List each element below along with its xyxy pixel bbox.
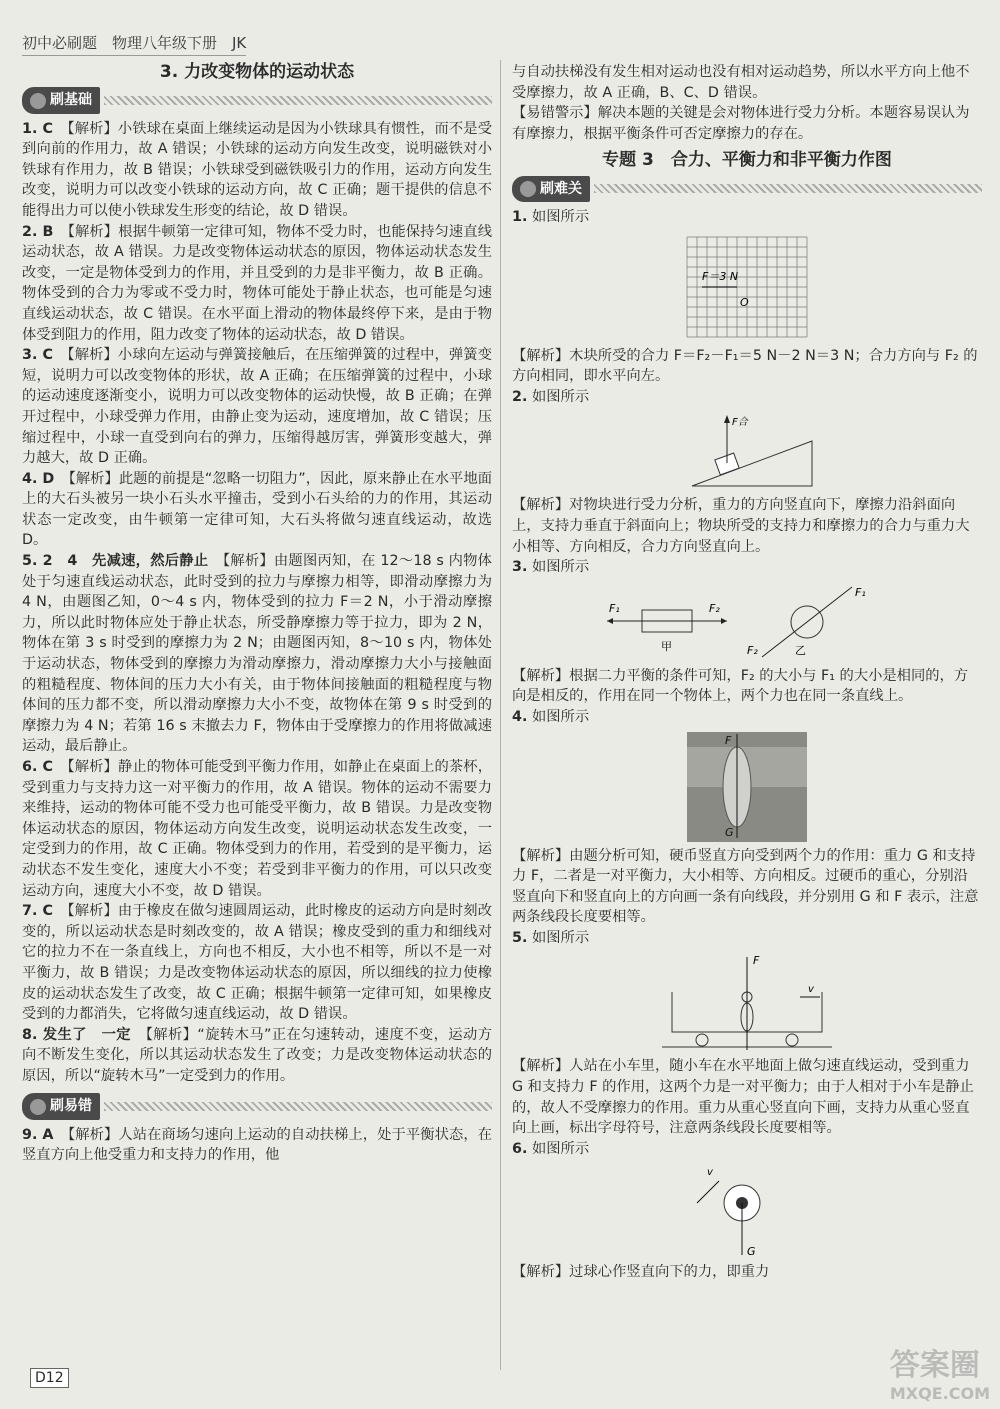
special-title: 专题 3 合力、平衡力和非平衡力作图 xyxy=(602,150,892,171)
svg-text:v: v xyxy=(808,984,814,996)
answer-item: 6. 如图所示 v G 【解析】过球心作竖直向下的力，即重力 xyxy=(512,1139,982,1283)
banner-error: 刷易错 xyxy=(22,1093,492,1121)
svg-text:F合: F合 xyxy=(732,417,748,429)
answer-item: 1. 如图所示 F＝3 N O 【解析】木块所受的合力 F＝F₂－F₁＝5 N－2 N＝3 N；合力方向与 F₂ 的方向相同，即水平向左。 xyxy=(512,208,978,385)
banner-basic: 刷基础 xyxy=(22,87,492,115)
answer-list xyxy=(22,119,492,1087)
svg-text:F₂: F₂ xyxy=(709,601,720,615)
balance-figure xyxy=(597,582,897,662)
pencil-icon xyxy=(30,1099,46,1115)
banner-hard: 刷难关 xyxy=(512,175,982,203)
svg-text:F₁: F₁ xyxy=(609,601,620,615)
column-divider xyxy=(500,60,501,1370)
answer-item: 6. C 【解析】静止的物体可能受到平衡力作用，如静止在桌面上的茶杯，受到重力与支持力这一对平衡力的作用，故 A 错误。物体的运动不需要力来维持，运动的物体可能不受力也可能受平衡力，故 B 错误。力是改变物体运动状态的原因，物体运动方向发生改变，说明运动状态发生改变，一定受到力的作用，故 C 正确。物体受到力的作用，若受到的是平衡力，运动状态不发生变化，速度大小不变；若受到非平衡力的作用，可以只改变运动方向，速度大小不变，故 D 错误。 xyxy=(22,759,492,899)
answer-item: 4. D 【解析】此题的前提是“忽略一切阻力”，因此，原来静止在水平地面上的大石头被另一块小石头水平撞击，受到小石头给的力的作用，其运动状态一定改变，由牛顿第一定律可知，大石头将做匀速直线运动，故选 D。 xyxy=(22,470,492,549)
answer-item: 5. 如图所示 F v 【解析】人站在小车里，随小车在水平地面上做匀速直线运动，受到重力 G 和支持力 F 的作用，这两个力是一对平衡力；由于人相对于小车是静止的，故人不受摩擦力的作用。重力从重心竖直向下画，支持力从重心竖直向上画，标出字母符号，注意两条线段长度要相等。 xyxy=(512,929,974,1137)
svg-text:F: F xyxy=(753,954,760,968)
svg-text:F＝3 N: F＝3 N xyxy=(702,269,739,283)
warning-text: 【易错警示】解决本题的关键是会对物体进行受力分析。本题容易误认为有摩擦力，根据平衡条件可否定摩擦力的存在。 xyxy=(512,105,970,142)
slope-figure xyxy=(672,411,822,491)
svg-text:G: G xyxy=(725,825,734,839)
svg-text:G: G xyxy=(747,1245,756,1259)
pencil-icon xyxy=(30,93,46,109)
svg-text:O: O xyxy=(740,295,749,309)
coin-photo xyxy=(687,732,807,842)
answer-item: 2. 如图所示 F合 【解析】对物块进行受力分析，重力的方向竖直向下，摩擦力沿斜面向上，支持力垂直于斜面向上；物块所受的支持力和摩擦力的合力与重力大小相等、方向相反，合力方向竖直向上。 xyxy=(512,388,970,555)
svg-text:乙: 乙 xyxy=(795,643,806,657)
svg-text:F: F xyxy=(725,733,732,747)
page-number: D12 xyxy=(30,1368,69,1388)
pencil-icon xyxy=(520,181,536,197)
section-title: 3. 力改变物体的运动状态 xyxy=(159,62,355,82)
svg-text:甲: 甲 xyxy=(661,639,672,653)
answer-item: 3. 如图所示 F₁ F₂ 甲 F₁ F₂ 乙 【解析】根据二力平衡的条件可知，F₂ 的大小与 F₁ 的大小是相同的，方向是相反的，作用在同一个物体上，两个力也在同一条直线上。 xyxy=(512,559,969,705)
svg-text:F₂: F₂ xyxy=(747,643,758,657)
page-header: 初中必刷题 物理八年级下册 JK xyxy=(22,32,246,56)
answer-item: 3. C 【解析】小球向左运动与弹簧接触后，在压缩弹簧的过程中，弹簧变短，说明力可以改变物体的形状，故 A 正确；在压缩弹簧的过程中，小球的运动速度逐渐变小，说明力可以改变物体的运动快慢，故 B 正确；在弹开过程中，小球受弹力作用，由静止变为运动，速度增加，故 C 错误；压缩过程中，小球一直受到向右的弹力，压缩得越厉害，弹簧形变越大，弹力越大，故 D 正确。 xyxy=(22,347,492,467)
answer-item: 5. 2 4 先减速，然后静止 【解析】由题图丙知，在 12～18 s 内物体处于匀速直线运动状态，此时受到的拉力与摩擦力相等，即滑动摩擦力为 4 N，由题图乙知，0～4 s 内，物体受到的拉力 F＝2 N，小于滑动摩擦力，所以此时物体应处于静止状态，所受静摩擦力等于拉力，即为 2 N，物体在第 3 s 时受到的摩擦力为 2 N；由题图丙知，8～10 s 内，物体处于运动状态，物体受到的摩擦力为滑动摩擦力，滑动摩擦力大小与接触面的粗糙程度、物体间的压力大小有关，由于物体间接触面的粗糙程度与物体间的压力都不变，所以滑动摩擦力大小不变，故物体在第 9 s 时受到的摩擦力为 4 N；若第 16 s 末撤去力 F，物体由于受摩擦力的作用将做减速运动，最后静止。 xyxy=(22,553,492,755)
watermark-logo: 答案圈 MXQE.COM xyxy=(889,1348,990,1403)
answer-item: 1. C 【解析】小铁球在桌面上继续运动是因为小铁球具有惯性，而不是受到向前的作用力，故 A 错误；小铁球的运动方向发生改变，说明磁铁对小铁球有作用力，故 B 错误；小铁球受到磁铁吸引力的作用，运动方向发生改变，说明力可以改变小铁球的运动方向，故 C 正确；题干提供的信息不能得出力可以使小铁球发生形变的结论，故 D 错误。 xyxy=(22,120,492,219)
answer-item: 9. A 【解析】人站在商场匀速向上运动的自动扶梯上，处于平衡状态，在竖直方向上他受重力和支持力的作用，他 xyxy=(22,1126,493,1164)
svg-text:F₁: F₁ xyxy=(855,585,866,599)
ball-figure xyxy=(687,1163,807,1258)
cart-figure xyxy=(662,952,832,1052)
grid-figure xyxy=(682,232,812,342)
left-column xyxy=(22,62,492,1166)
right-column xyxy=(512,62,982,1283)
svg-text:v: v xyxy=(707,1167,713,1179)
answer-item: 7. C 【解析】由于橡皮在做匀速圆周运动，此时橡皮的运动方向是时刻改变的，所以运动状态是时刻改变的，故 A 错误；橡皮受到的重力和细线对它的拉力不在一条直线上，方向也不相反，大小也不相等，所以不是一对平衡力，故 B 错误；力是改变物体运动状态的原因，所以细线的拉力使橡皮的运动状态发生了改变，故 C 正确；根据牛顿第一定律可知，如果橡皮受到的力都消失，它将做匀速直线运动，故 D 错误。 xyxy=(22,903,492,1023)
answer-item: 4. 如图所示 F G 【解析】由题分析可知，硬币竖直方向受到两个力的作用：重力 G 和支持力 F，二者是一对平衡力，大小相等、方向相反。过硬币的重心，分别沿竖直向下和竖直向上的方向画一条有向线段，并分别用 G 和 F 表示，注意两条线段长度要相等。 xyxy=(512,708,979,926)
continuation-text: 与自动扶梯没有发生相对运动也没有相对运动趋势，所以水平方向上他不受摩擦力，故 A 正确，B、C、D 错误。 xyxy=(512,64,970,101)
answer-item: 2. B 【解析】根据牛顿第一定律可知，物体不受力时，也能保持匀速直线运动状态，故 A 错误。力是改变物体运动状态的原因，物体运动状态发生改变，一定是物体受到力的作用，并且受到的力是非平衡力，故 B 正确。物体受到的合力为零或不受力时，物体可能处于静止状态，也可能是匀速直线运动状态，故 C 错误。在水平面上滑动的物体最终停下来，是由于物体受到阻力的作用，阻力改变了物体的运动状态，故 D 错误。 xyxy=(22,223,492,343)
answer-item: 8. 发生了 一定 【解析】“旋转木马”正在匀速转动，速度不变，运动方向不断发生变化，所以其运动状态发生了改变；力是改变物体运动状态的原因，所以“旋转木马”一定受到力的作用。 xyxy=(22,1026,493,1084)
